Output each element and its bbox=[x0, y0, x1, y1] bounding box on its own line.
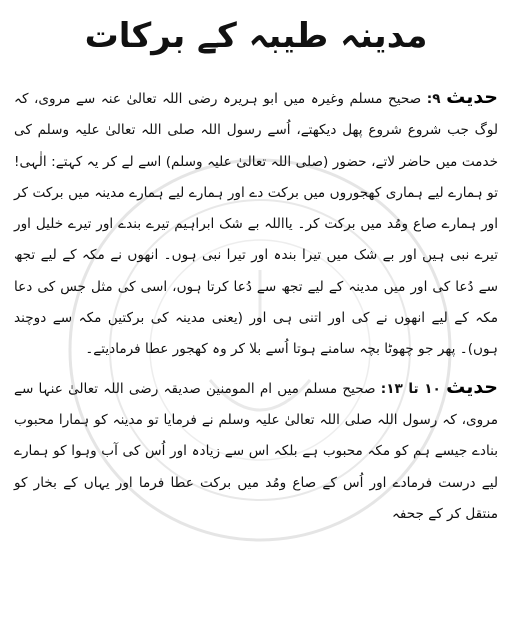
hadith-label: حدیث bbox=[446, 86, 498, 108]
hadith-text: صحیح مسلم وغیرہ میں ابو ہریرہ رضی اللہ تعالیٰ عنہ سے مروی، کہ لوگ جب شروع شروع پھل دیکھتے، اُسے رسول اللہ صلی اللہ تعالیٰ علیہ وسلم کی خدمت میں حاضر لاتے، حضور (صلی اللہ تعالیٰ علیہ وسلم) اسے لے کر یہ کہتے: الٰہی! تو ہمارے لیے ہماری کھجوروں میں برکت دے اور ہمارے لیے ہمارے مدینہ میں برکت کر اور ہمارے صاع ومُد میں برکت کر۔ یااللہ بے شک ابراہیم تیرے بندے اور تیرے خلیل اور تیرے نبی ہیں اور بے شک میں تیرا بندہ اور تیرا نبی ہوں۔ انھوں نے مکہ کے لیے تجھ سے دُعا کی اور میں مدینہ کے لیے تجھ سے دُعا کرتا ہوں، اسی کی مثل جس کی دعا مکہ کے لیے انھوں نے کی اور اتنی ہی اور (یعنی مدینہ کی برکتیں مکہ سے دوچند ہوں)۔ پھر جو چھوٹا بچہ سامنے ہوتا اُسے بلا کر وہ کھجور عطا فرمادیتے۔ bbox=[14, 91, 498, 358]
hadith-text: صحیح مسلم میں ام المومنین صدیقہ رضی اللہ تعالیٰ عنہا سے مروی، کہ رسول اللہ صلی اللہ تعالیٰ علیہ وسلم نے فرمایا تو مدینہ کو ہمارا محبوب بنادے جیسے ہم کو مکہ محبوب ہے بلکہ اس سے زیادہ اور اُس کی آب وہوا کو ہمارے لیے درست فرمادے اور اُس کے صاع ومُد میں برکت عطا فرما اور یہاں کے بخار کو منتقل کر کے جحفہ bbox=[14, 380, 498, 522]
hadith-number: ۹: bbox=[426, 91, 441, 107]
hadith-paragraph-10-13 bbox=[14, 372, 498, 530]
page-title: مدینہ طیبہ کے برکات bbox=[84, 16, 428, 56]
hadith-number: ۱۰ تا ۱۳: bbox=[380, 380, 441, 397]
hadith-paragraph-9 bbox=[14, 82, 498, 366]
document-body bbox=[14, 82, 498, 530]
hadith-label: حدیث bbox=[446, 375, 498, 398]
